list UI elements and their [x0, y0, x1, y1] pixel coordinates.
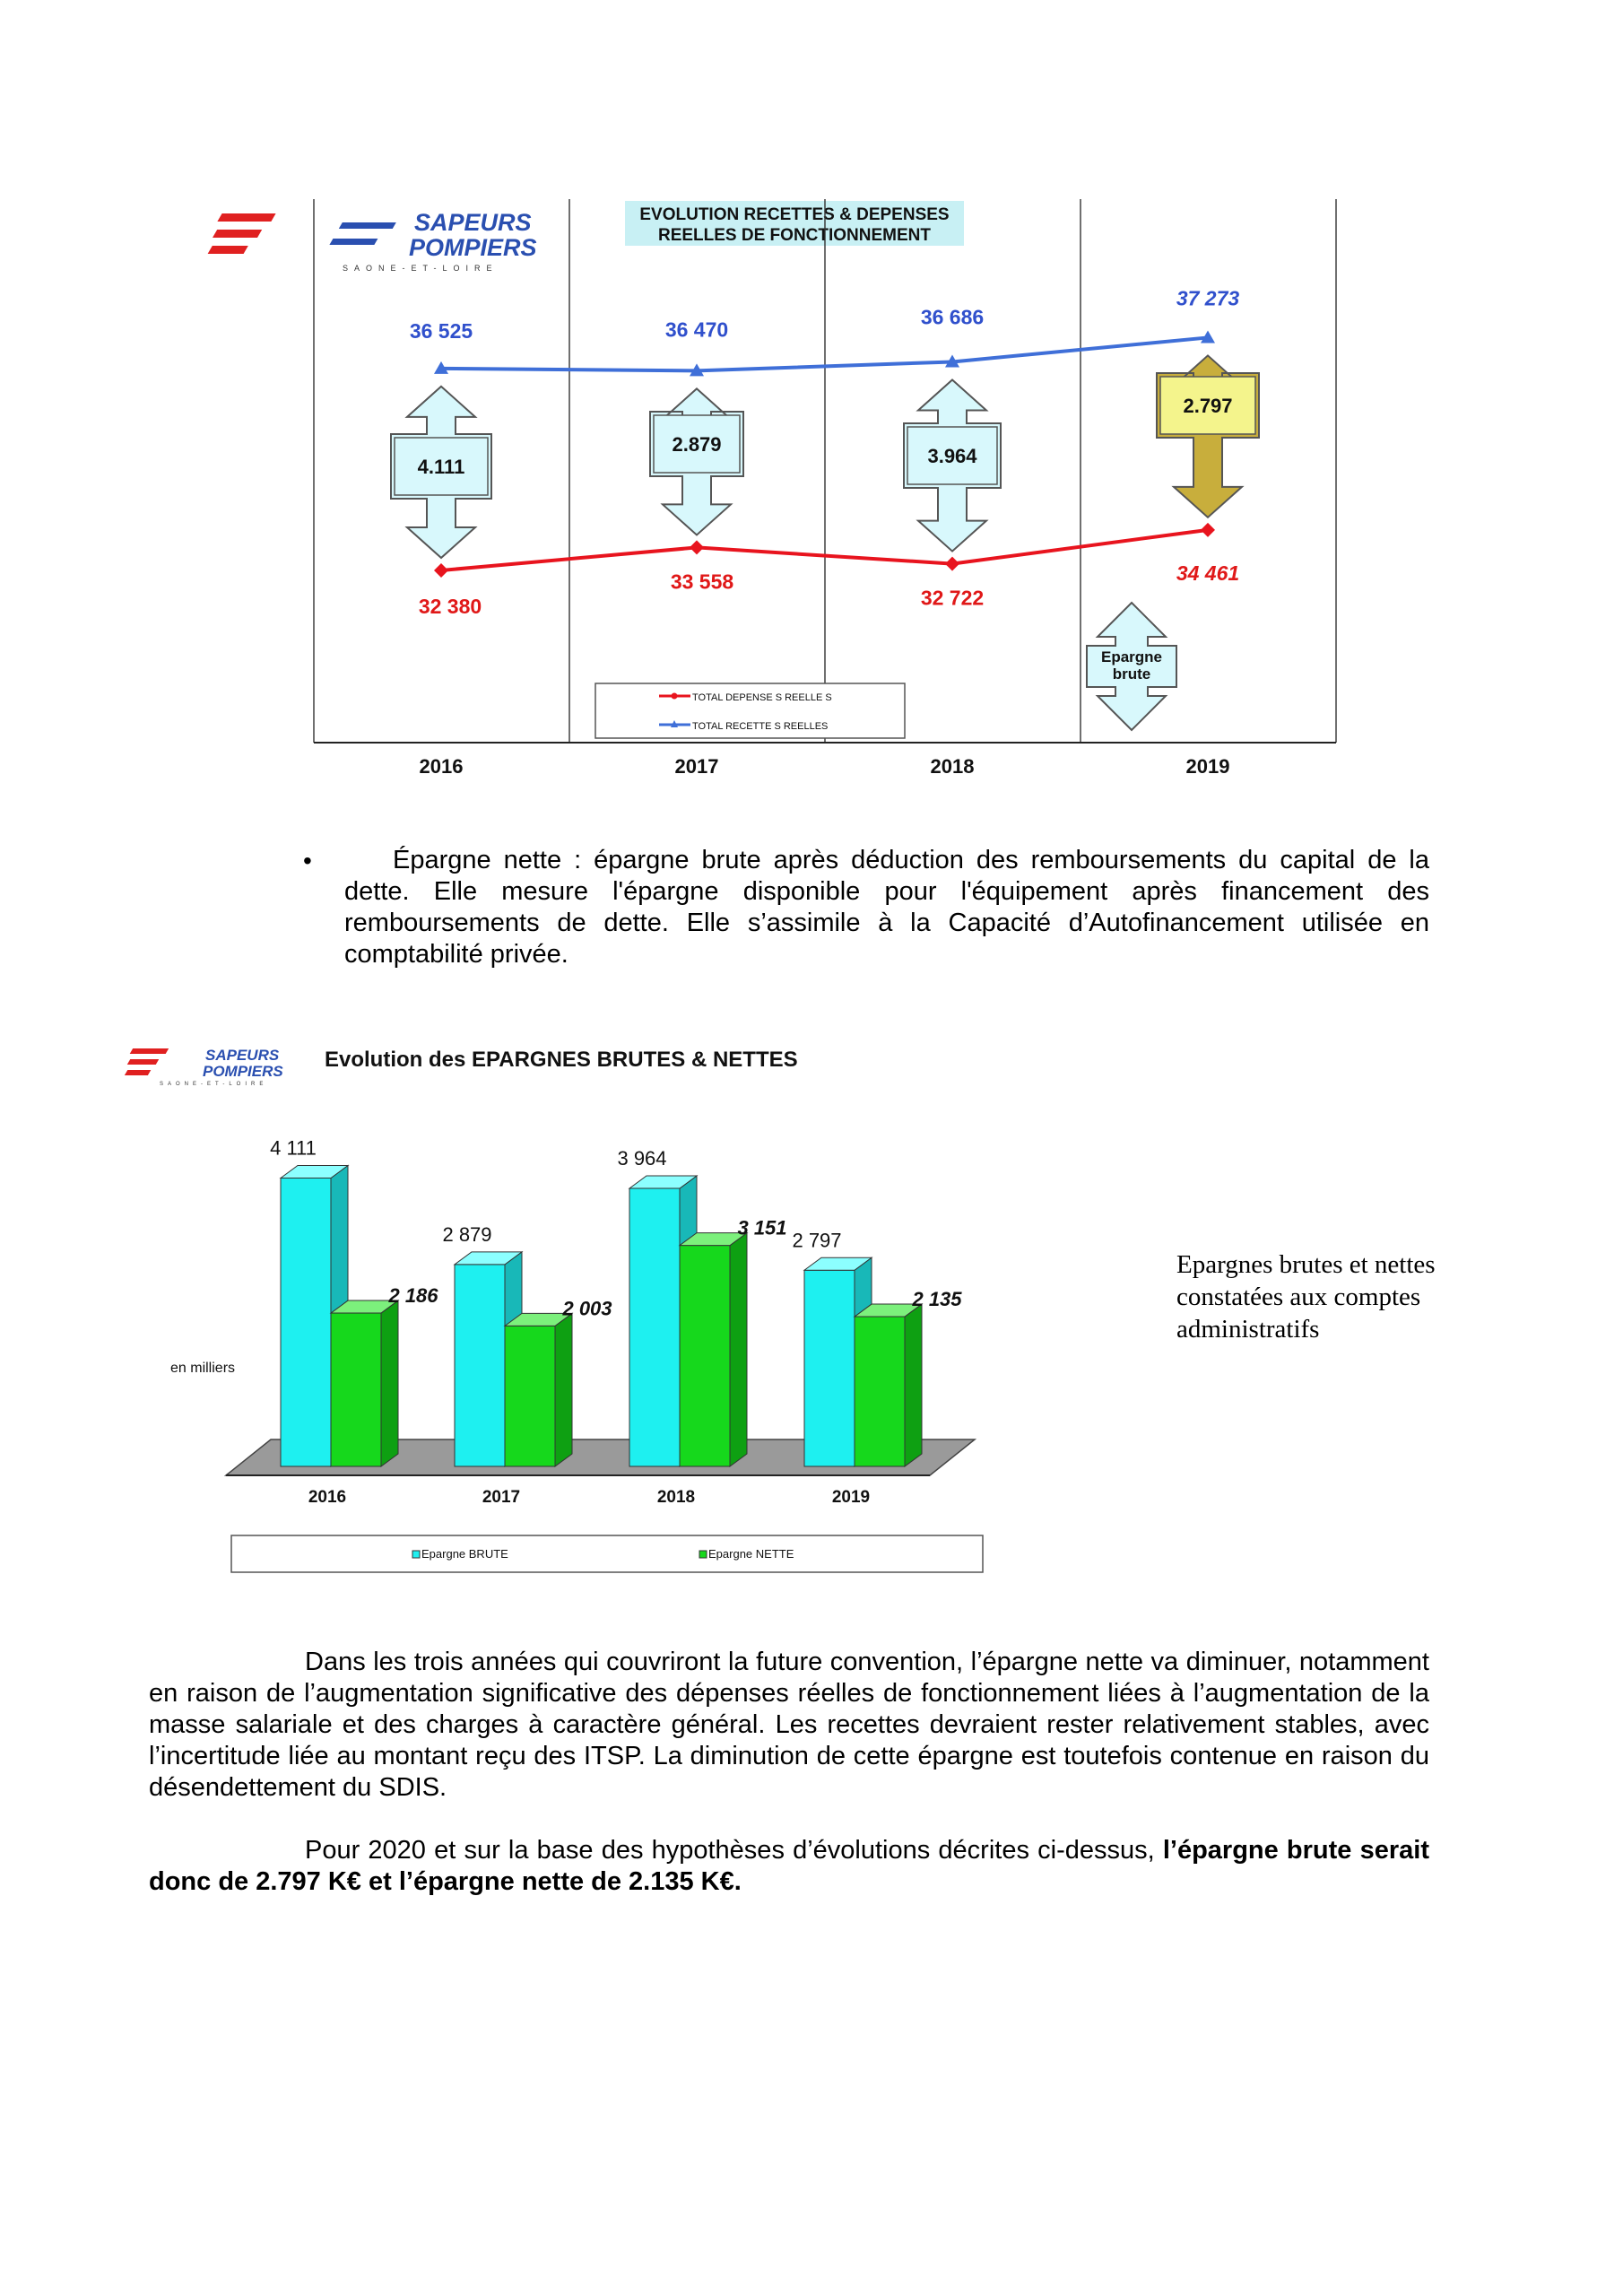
bar-value-nette-2016: 2 186	[388, 1284, 438, 1308]
epargne-brute-arrow	[1087, 603, 1176, 730]
logo-small-line3: SAONE-ET-LOIRE	[160, 1082, 268, 1087]
bar-nette-2016	[331, 1313, 381, 1466]
bar-value-nette-2018: 3 151	[737, 1216, 787, 1239]
bar-brute-2019	[804, 1270, 855, 1466]
recettes-value-2017: 36 470	[664, 317, 729, 342]
depenses-value-2016: 32 380	[418, 595, 482, 618]
depenses-point-2018	[945, 557, 959, 571]
logo-line3: SAONE-ET-LOIRE	[343, 264, 499, 273]
depenses-point-2019	[1201, 523, 1215, 537]
legend-depenses: TOTAL DEPENSE S REELLE S	[692, 692, 832, 703]
logo-line2: POMPIERS	[409, 234, 537, 261]
recettes-depenses-chart	[0, 0, 1623, 807]
legend-epargne-brute: Epargne BRUTE	[421, 1547, 508, 1561]
depenses-value-2019: 34 461	[1176, 561, 1240, 585]
bar-value-nette-2019: 2 135	[912, 1288, 962, 1311]
chart2-xlabel-2018: 2018	[656, 1488, 696, 1507]
chart2-xlabel-2019: 2019	[831, 1488, 871, 1507]
conclusion-normal-text: Pour 2020 et sur la base des hypothèses d’évolutions décrites ci-dessus,	[305, 1836, 1163, 1865]
bar-value-brute-2018: 3 964	[617, 1147, 667, 1170]
conclusion-bold-text: l’épargne brute serait donc de 2.797 K€ et l’épargne nette de 2.135 K€.	[149, 1836, 1429, 1896]
chart1-title-line1: EVOLUTION RECETTES & DEPENSES	[639, 205, 950, 224]
recettes-value-2018: 36 686	[920, 305, 985, 329]
bar-brute-2016	[281, 1178, 331, 1466]
sapeurs-pompiers-logo	[208, 209, 537, 273]
chart2-xlabel-2016: 2016	[308, 1488, 347, 1507]
depenses-value-2018: 32 722	[920, 586, 985, 610]
bar-value-brute-2019: 2 797	[792, 1229, 842, 1252]
chart1-xlabel-2016: 2016	[419, 755, 464, 778]
chart2-side-note: Epargnes brutes et nettes constatées aux comptes administratifs	[1176, 1250, 1436, 1344]
logo-line1: SAPEURS	[414, 209, 532, 236]
logo-small-line1: SAPEURS	[205, 1047, 280, 1064]
bar-side-nette-2017	[555, 1313, 572, 1466]
depenses-point-2017	[690, 540, 704, 554]
chart1-xlabel-2017: 2017	[674, 755, 719, 778]
bar-side-nette-2016	[381, 1300, 398, 1466]
epargne-brute-caption-2: brute	[1112, 665, 1151, 683]
bar-nette-2019	[855, 1317, 905, 1466]
chart1-title-line2: REELLES DE FONCTIONNEMENT	[657, 226, 932, 245]
chart2-xlabel-2017: 2017	[482, 1488, 521, 1507]
bar-side-nette-2019	[905, 1304, 922, 1466]
depenses-point-2016	[434, 563, 448, 578]
bar-brute-2017	[455, 1265, 505, 1466]
chart2-title: Evolution des EPARGNES BRUTES & NETTES	[325, 1048, 798, 1072]
bar-side-nette-2018	[730, 1233, 747, 1466]
chart1-xlabel-2019: 2019	[1185, 755, 1230, 778]
chart2-ylabel: en milliers	[170, 1361, 236, 1376]
epargne-label-2019: 2.797	[1183, 395, 1233, 417]
logo-small-line2: POMPIERS	[203, 1063, 283, 1080]
bar-value-brute-2017: 2 879	[442, 1222, 492, 1246]
bar-nette-2018	[680, 1246, 730, 1466]
recettes-value-2019: 37 273	[1176, 286, 1240, 310]
epargne-label-2017: 2.879	[672, 433, 722, 456]
legend-recettes: TOTAL RECETTE S REELLES	[692, 721, 829, 732]
bar-nette-2017	[505, 1326, 555, 1466]
epargne-label-2016: 4.111	[417, 456, 465, 478]
chart1-xlabel-2018: 2018	[930, 755, 975, 778]
depenses-value-2017: 33 558	[670, 570, 734, 594]
chart2-legend	[231, 1535, 983, 1572]
epargne-brute-caption-1: Epargne	[1100, 648, 1163, 665]
epargne-nette-definition: Épargne nette : épargne brute après déduction des remboursements du capital de la dette. Elle mesure l'épargne disponible pour l'équipement après financement des remboursements de dette. Elle s’assimile à la Capacité d’Autofinancement utilisée en comptabilité privée.	[344, 846, 1429, 969]
sapeurs-pompiers-logo-small	[125, 1047, 284, 1087]
bullet-marker: •	[303, 847, 312, 874]
chart1-legend	[595, 683, 905, 738]
epargne-label-2018: 3.964	[927, 445, 977, 467]
legend-epargne-nette: Epargne NETTE	[708, 1547, 794, 1561]
paragraph-forecast: Dans les trois années qui couvriront la future convention, l’épargne nette va diminuer, notamment en raison de l’augmentation significative des dépenses réelles de fonctionnement liées à l’augmentation de la masse salariale et des charges à caractère général. Les recettes devraient rester relativement stables, avec l’incertitude liée au montant reçu des ITSP. La diminution de cette épargne est toutefois contenue en raison du désendettement du SDIS.	[149, 1648, 1429, 1802]
bar-value-nette-2017: 2 003	[562, 1297, 612, 1320]
bar-brute-2018	[629, 1188, 680, 1466]
bar-value-brute-2016: 4 111	[270, 1136, 317, 1160]
paragraph-conclusion	[149, 1835, 1429, 1898]
recettes-value-2016: 36 525	[409, 318, 473, 343]
